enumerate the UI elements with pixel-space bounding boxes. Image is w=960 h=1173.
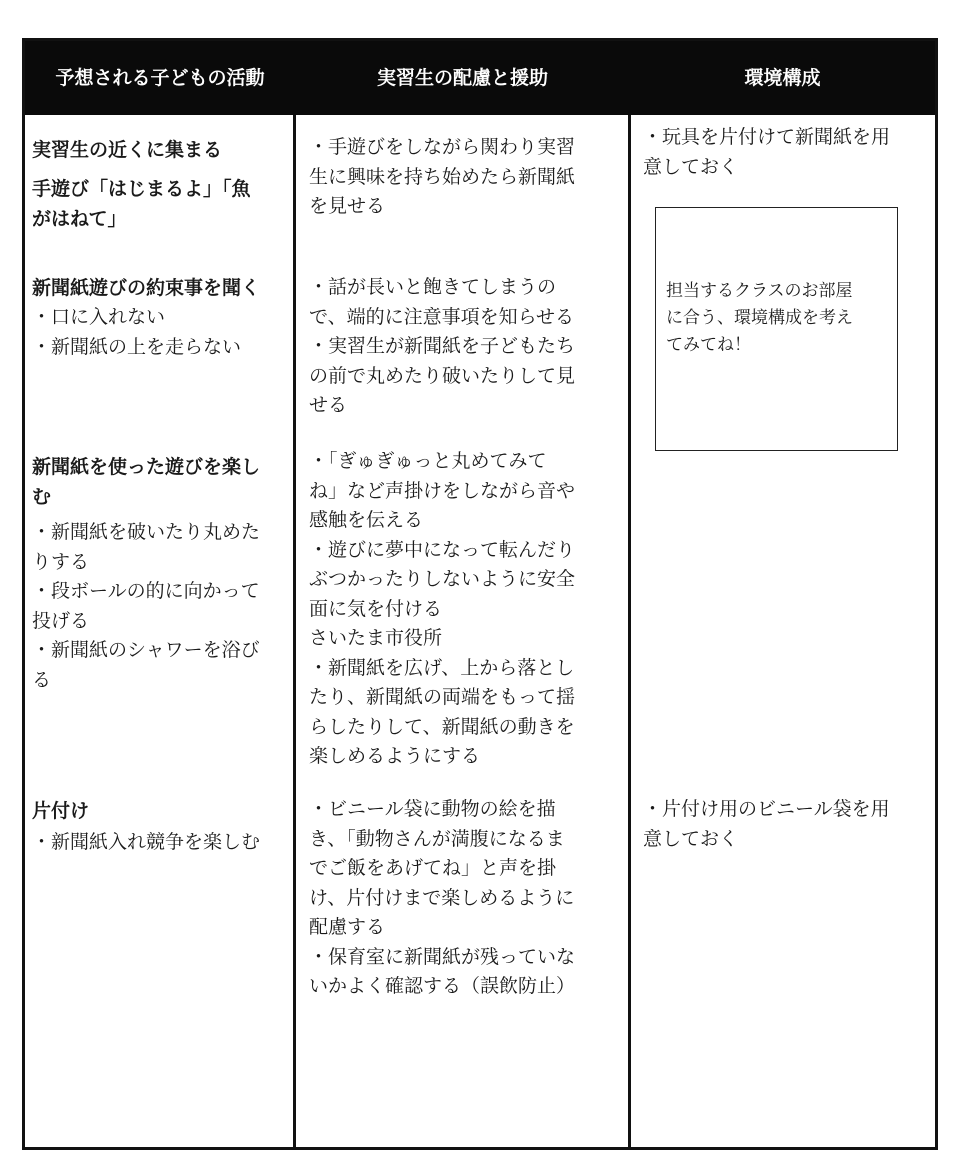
text-line: ・ビニール袋に動物の絵を描 [309,798,556,820]
text-line: ・新聞紙の上を走らない [32,335,242,358]
text-line: ・新聞紙のシャワーを浴び [32,639,260,661]
activity-rules-title [32,274,260,304]
support-block-1 [309,133,575,222]
activity-cleanup-list [32,828,260,858]
text-line: せる [309,394,348,416]
table-header [25,41,935,115]
text-line: ね」など声掛けをしながら音や [309,479,576,502]
text-line: 感触を伝える [309,509,424,531]
environment-block-2 [643,795,890,854]
text-line: 投げる [32,609,90,632]
text-line: たり、新聞紙の両端をもって揺 [309,686,576,708]
header-activities: 予想される子どもの活動 [55,67,265,89]
text-line: ・口に入れない [32,306,166,328]
text-line: 面に気を付ける [309,597,443,620]
text-line: 生に興味を持ち始めたら新聞紙 [309,165,576,188]
text-line: いかよく確認する（誤飲防止） [309,975,576,997]
support-block-2 [309,273,575,421]
text-line: ・保育室に新聞紙が残っていな [309,945,576,968]
text-line: 配慮する [309,916,386,938]
note-box [655,207,898,451]
text-line: る [32,668,52,691]
column-divider [293,115,296,1147]
text-line: ・新聞紙入れ競争を楽しむ [32,831,261,853]
lesson-plan-table [22,38,938,1150]
activity-newspaper-list [32,518,260,695]
text-line: ・玩具を片付けて新聞紙を用 [643,126,891,148]
environment-block-1 [643,123,890,182]
text-line: 楽しめるようにする [309,745,481,767]
activity-finger-play [32,175,251,234]
text-line: 片付け [32,800,90,822]
text-line: ・新聞紙を破いたり丸めた [32,521,261,543]
text-line: の前で丸めたり破いたりして見 [309,364,576,387]
text-line: ・実習生が新聞紙を子どもたち [309,335,576,357]
text-line: に合う、環境構成を考え [666,308,853,328]
support-block-3 [309,447,575,772]
text-line: ・手遊びをしながら関わり実習 [309,136,576,158]
activity-cleanup-title [32,797,89,827]
text-line: 意しておく [643,155,739,178]
text-line: ・新聞紙を広げ、上から落とし [309,656,575,679]
text-line: ぶつかったりしないように安全 [309,568,576,590]
text-line: 実習生の近くに集まる [32,139,223,161]
text-line: さいたま市役所 [309,627,443,649]
text-line: 新聞紙遊びの約束事を聞く [32,277,261,299]
text-line: ・話が長いと飽きてしまうの [309,276,557,298]
text-line: き、「動物さんが満腹になるま [309,827,565,850]
text-line: てみてね！ [666,335,751,355]
activity-rules-list [32,303,241,362]
header-environment: 環境構成 [744,67,821,89]
text-line: を見せる [309,195,386,217]
text-line: む [32,485,52,508]
text-line: 意しておく [643,827,739,850]
text-line: で、端的に注意事項を知らせる [309,305,575,328]
text-line: ・遊びに夢中になって転んだり [309,538,576,561]
text-line: ・段ボールの的に向かって [32,580,260,602]
text-line: でご飯をあげてね」と声を掛 [309,857,557,879]
note-text [666,278,853,359]
text-line: 担当するクラスのお部屋 [666,281,853,301]
text-line: ・片付け用のビニール袋を用 [643,798,890,820]
text-line: らしたりして、新聞紙の動きを [309,715,575,738]
support-block-4 [309,795,575,1002]
text-line: け、片付けまで楽しめるように [309,886,575,909]
text-line: りする [32,550,90,573]
column-divider [628,115,631,1147]
text-line: 新聞紙を使った遊びを楽し [32,456,261,478]
text-line: がはねて」 [32,207,127,230]
activity-newspaper-title [32,453,260,512]
activity-gather [32,136,222,166]
header-support: 実習生の配慮と援助 [376,67,548,89]
text-line: ・「ぎゅぎゅっと丸めてみて [309,450,547,472]
text-line: 手遊び「はじまるよ」「魚 [32,178,251,200]
